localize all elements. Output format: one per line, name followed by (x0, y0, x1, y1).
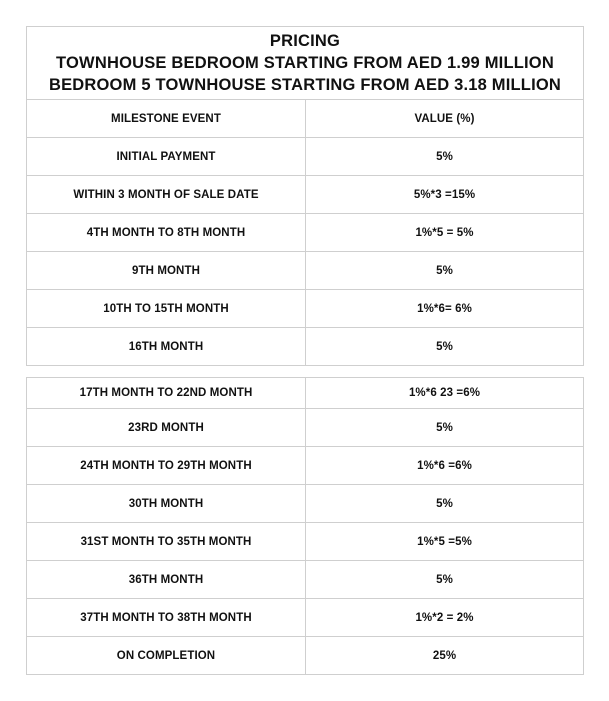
table-row (27, 561, 584, 599)
milestone-value: 5% (306, 485, 584, 523)
table-row (27, 637, 584, 675)
milestone-event: 24TH MONTH TO 29TH MONTH (27, 447, 306, 485)
milestone-value: 1%*5 = 5% (306, 214, 584, 252)
milestone-event: 10TH TO 15TH MONTH (27, 290, 306, 328)
column-header-event: MILESTONE EVENT (27, 100, 306, 138)
pricing-header-row (27, 27, 584, 100)
table-row (27, 485, 584, 523)
table-row (27, 599, 584, 637)
table-row (27, 138, 584, 176)
table-row (27, 378, 584, 409)
milestone-event: 37TH MONTH TO 38TH MONTH (27, 599, 306, 637)
milestone-value: 5% (306, 138, 584, 176)
milestone-event: 23RD MONTH (27, 409, 306, 447)
milestone-event: ON COMPLETION (27, 637, 306, 675)
pricing-table-part-1 (26, 26, 584, 366)
milestone-event: 16TH MONTH (27, 328, 306, 366)
milestone-value: 5% (306, 409, 584, 447)
milestone-value: 1%*2 = 2% (306, 599, 584, 637)
milestone-value: 1%*6 23 =6% (306, 378, 584, 409)
milestone-event: INITIAL PAYMENT (27, 138, 306, 176)
table-row (27, 214, 584, 252)
table-row (27, 290, 584, 328)
milestone-event: 4TH MONTH TO 8TH MONTH (27, 214, 306, 252)
milestone-value: 5% (306, 328, 584, 366)
milestone-value: 1%*5 =5% (306, 523, 584, 561)
pricing-line-bedroom5: BEDROOM 5 TOWNHOUSE STARTING FROM AED 3.18 MILLION (48, 76, 562, 94)
milestone-event: WITHIN 3 MONTH OF SALE DATE (27, 176, 306, 214)
milestone-value: 5% (306, 252, 584, 290)
table-row (27, 252, 584, 290)
pricing-header (27, 27, 584, 100)
milestone-event: 17TH MONTH TO 22ND MONTH (27, 378, 306, 409)
table-gap (26, 366, 583, 377)
table-row (27, 409, 584, 447)
milestone-value: 1%*6= 6% (306, 290, 584, 328)
milestone-event: 9TH MONTH (27, 252, 306, 290)
milestone-value: 1%*6 =6% (306, 447, 584, 485)
pricing-table-part-2 (26, 377, 584, 675)
table-row (27, 447, 584, 485)
table-row (27, 176, 584, 214)
milestone-event: 36TH MONTH (27, 561, 306, 599)
pricing-document (26, 26, 583, 675)
table-row (27, 523, 584, 561)
column-header-value: VALUE (%) (306, 100, 584, 138)
milestone-value: 5% (306, 561, 584, 599)
pricing-line-townhouse: TOWNHOUSE BEDROOM STARTING FROM AED 1.99 MILLION (56, 54, 554, 72)
milestone-event: 30TH MONTH (27, 485, 306, 523)
milestone-value: 5%*3 =15% (306, 176, 584, 214)
milestone-event: 31ST MONTH TO 35TH MONTH (27, 523, 306, 561)
milestone-value: 25% (306, 637, 584, 675)
column-header-row (27, 100, 584, 138)
pricing-title: PRICING (269, 32, 341, 50)
table-row (27, 328, 584, 366)
